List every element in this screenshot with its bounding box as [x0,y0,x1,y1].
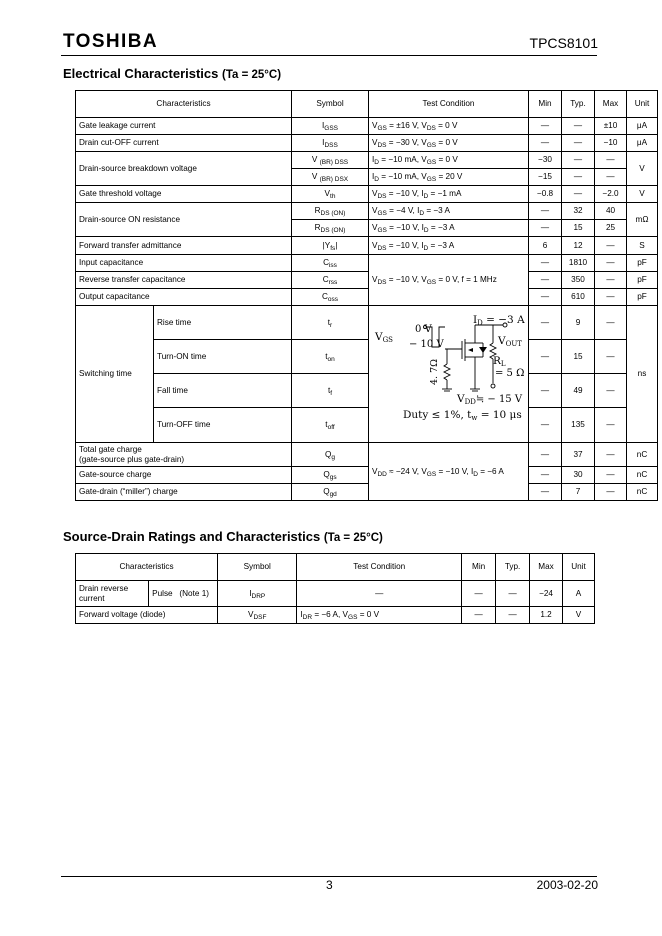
symbol-coss: $C_{oss}$ [292,289,369,306]
min-cell: — [529,408,562,443]
min-cell: — [529,289,562,306]
row-name: Gate leakage current [76,118,292,135]
symbol-tr: $t_r$ [292,306,369,340]
typ-cell: 15 [562,340,595,374]
min-cell: — [529,306,562,340]
min-cell: — [529,118,562,135]
symbol-vbrdss: V $_{(BR) DSS}$ [292,152,369,169]
max-cell: — [595,289,627,306]
min-cell: — [529,484,562,501]
header-max: Max [595,91,627,118]
min-cell: −15 [529,169,562,186]
unit-cell: V [627,152,658,186]
header-symbol: Symbol [292,91,369,118]
sd-condition: (Ta = 25°C) [323,532,383,544]
unit-cell: A [563,581,595,607]
unit-cell: ns [627,306,658,443]
sub-row-name: Turn-ON time [154,340,292,374]
switching-test-circuit [369,307,529,442]
max-cell: — [595,467,627,484]
unit-cell: nC [627,484,658,501]
unit-cell: nC [627,443,658,467]
max-cell: — [595,374,627,408]
toshiba-logo: TOSHIBA [63,31,158,52]
typ-cell: 49 [562,374,595,408]
section-title-electrical [63,66,281,81]
header-rule [61,55,597,56]
max-cell: — [595,152,627,169]
source-drain-table [75,553,595,624]
header-unit: Unit [563,554,595,581]
table-row [76,467,658,484]
unit-cell: mΩ [627,203,658,237]
min-cell: — [529,374,562,408]
header-typ: Typ. [562,91,595,118]
table-row [76,272,658,289]
circuit-0v-label: 0 V [415,323,432,335]
condition-cell: $V_{DD} \approx -24$ V, $V_{GS} = -10$ V, $I_D = -6$ A [369,443,529,501]
condition-cell: $V_{DS} = -10$ V, $I_D = -1$ mA [369,186,529,203]
symbol-rdson-2: $R_{DS (ON)}$ [292,220,369,237]
unit-cell: μA [627,118,658,135]
sub-row-name: Fall time [154,374,292,408]
typ-cell: 37 [562,443,595,467]
typ-cell: — [562,169,595,186]
typ-cell: 30 [562,467,595,484]
table-row [76,443,658,467]
typ-cell: — [562,152,595,169]
part-number: TPCS8101 [529,35,598,51]
row-name: Gate-source charge [76,467,292,484]
condition-cell: $I_D = -10$ mA, $V_{GS} = 20$ V [369,169,529,186]
min-cell: — [462,607,496,624]
circuit-r47-label: 4. 7Ω [429,358,440,385]
header-symbol: Symbol [218,554,297,581]
row-name-idrp: Drain reverse current [76,581,149,607]
unit-cell: pF [627,272,658,289]
circuit-vdd-label: VDD≒ − 15 V [457,392,523,406]
max-cell: — [595,443,627,467]
max-cell: — [595,484,627,501]
max-cell: — [595,272,627,289]
sd-title: Source-Drain Ratings and Characteristics [63,529,321,544]
row-name: Drain-source breakdown voltage [76,152,292,186]
min-cell: — [529,220,562,237]
row-name: Gate threshold voltage [76,186,292,203]
condition-cell: $V_{DS} = -10$ V, $I_D = -3$ A [369,237,529,255]
symbol-ton: $t_{on}$ [292,340,369,374]
row-name: Reverse transfer capacitance [76,272,292,289]
min-cell: — [529,443,562,467]
max-cell: −2.0 [595,186,627,203]
unit-cell: pF [627,255,658,272]
condition-cell: — [297,581,462,607]
header-characteristics: Characteristics [76,554,218,581]
header-characteristics: Characteristics [76,91,292,118]
section-title-source-drain [63,529,383,544]
max-cell: — [595,237,627,255]
condition-cell: $V_{GS} = \pm 16$ V, $V_{DS} = 0$ V [369,118,529,135]
max-cell: 40 [595,203,627,220]
circuit-minus10v-label: − 10 V [409,338,444,350]
table-row [76,118,658,135]
symbol-idss: $I_{DSS}$ [292,135,369,152]
typ-cell: 32 [562,203,595,220]
unit-cell: nC [627,467,658,484]
electrical-characteristics-table [75,90,658,501]
symbol-idrp: $I_{DRP}$ [218,581,297,607]
symbol-rdson: $R_{DS (ON)}$ [292,203,369,220]
symbol-qg: $Q_g$ [292,443,369,467]
typ-cell: 7 [562,484,595,501]
table-row [76,135,658,152]
table-header-row [76,91,658,118]
row-name: Forward transfer admittance [76,237,292,255]
table-row [76,289,658,306]
symbol-crss: $C_{rss}$ [292,272,369,289]
table-row [76,186,658,203]
typ-cell: — [496,581,530,607]
row-name: Gate-drain (“miller”) charge [76,484,292,501]
table-row [76,340,658,374]
table-row [76,484,658,501]
typ-cell: 610 [562,289,595,306]
circuit-rl-value: = 5 Ω [495,367,525,379]
typ-cell: 12 [562,237,595,255]
symbol-ciss: $C_{iss}$ [292,255,369,272]
circuit-duty-label: Duty ≤ 1%, tw = 10 μs [403,408,522,422]
min-cell: — [529,255,562,272]
unit-cell: pF [627,289,658,306]
switching-test-circuit-cell [369,306,529,443]
symbol-yfs: $|Y_{fs}|$ [292,237,369,255]
header-unit: Unit [627,91,658,118]
min-cell: — [529,340,562,374]
circuit-rl-label: RL [493,354,506,368]
typ-cell: — [562,118,595,135]
row-name: Switching time [76,306,154,443]
header-typ: Typ. [496,554,530,581]
circuit-vgs-label: VGS [375,330,393,344]
row-name: Forward voltage (diode) [76,607,218,624]
max-cell: −10 [595,135,627,152]
table-row [76,237,658,255]
condition-cell: $V_{DS} = -30$ V, $V_{GS} = 0$ V [369,135,529,152]
max-cell: ±10 [595,118,627,135]
typ-cell: 1810 [562,255,595,272]
min-cell: 6 [529,237,562,255]
header-min: Min [462,554,496,581]
header-test-condition: Test Condition [369,91,529,118]
symbol-qgs: $Q_{gs}$ [292,467,369,484]
unit-cell: S [627,237,658,255]
unit-cell: V [627,186,658,203]
min-cell: — [529,467,562,484]
typ-cell: — [562,186,595,203]
symbol-tf: $t_f$ [292,374,369,408]
circuit-id-label: ID = −3 A [473,313,525,327]
row-name-qg: Total gate charge (gate-source plus gate-drain) [76,443,292,467]
typ-cell: 135 [562,408,595,443]
max-cell: — [595,340,627,374]
min-cell: — [529,203,562,220]
symbol-qgd: $Q_{gd}$ [292,484,369,501]
table-row [76,152,658,169]
header-test-condition: Test Condition [297,554,462,581]
footer-rule [61,876,597,877]
table-row [76,607,595,624]
max-cell: — [595,408,627,443]
table-row [76,581,595,607]
page-number: 3 [326,878,333,892]
row-name: Drain-source ON resistance [76,203,292,237]
row-name: Input capacitance [76,255,292,272]
unit-cell: μA [627,135,658,152]
symbol-igss: $I_{GSS}$ [292,118,369,135]
table-row [76,255,658,272]
header-min: Min [529,91,562,118]
row-name: Output capacitance [76,289,292,306]
circuit-vout-label: VOUT [498,334,522,348]
condition-cell: $I_D = -10$ mA, $V_{GS} = 0$ V [369,152,529,169]
max-cell: 25 [595,220,627,237]
condition-cell: $I_{DR} = -6$ A, $V_{GS} = 0$ V [297,607,462,624]
max-cell: 1.2 [530,607,563,624]
typ-cell: — [562,135,595,152]
electrical-condition: (Ta = 25°C) [222,69,282,81]
sub-row-name: Turn-OFF time [154,408,292,443]
unit-cell: V [563,607,595,624]
sub-row-name: Pulse (Note 1) [149,581,218,607]
max-cell: — [595,169,627,186]
min-cell: — [529,272,562,289]
symbol-vbrdsx: V $_{(BR) DSX}$ [292,169,369,186]
typ-cell: 15 [562,220,595,237]
condition-cell: $V_{DS} = -10$ V, $V_{GS} = 0$ V, f = 1 MHz [369,255,529,306]
min-cell: — [529,135,562,152]
row-name: Drain cut-OFF current [76,135,292,152]
max-cell: −24 [530,581,563,607]
electrical-title: Electrical Characteristics [63,66,219,81]
table-row [76,374,658,408]
typ-cell: 350 [562,272,595,289]
table-row [76,203,658,220]
sub-row-name: Rise time [154,306,292,340]
condition-cell: $V_{GS} = -4$ V, $I_D = -3$ A [369,203,529,220]
condition-cell: $V_{GS} = -10$ V, $I_D = -3$ A [369,220,529,237]
symbol-vth: $V_{th}$ [292,186,369,203]
table-row [76,306,658,340]
max-cell: — [595,306,627,340]
min-cell: −30 [529,152,562,169]
footer-date: 2003-02-20 [536,878,598,892]
min-cell: −0.8 [529,186,562,203]
typ-cell: 9 [562,306,595,340]
table-header-row [76,554,595,581]
min-cell: — [462,581,496,607]
header-max: Max [530,554,563,581]
max-cell: — [595,255,627,272]
symbol-toff: $t_{off}$ [292,408,369,443]
symbol-vdsf: $V_{DSF}$ [218,607,297,624]
typ-cell: — [496,607,530,624]
table-row [76,408,658,443]
